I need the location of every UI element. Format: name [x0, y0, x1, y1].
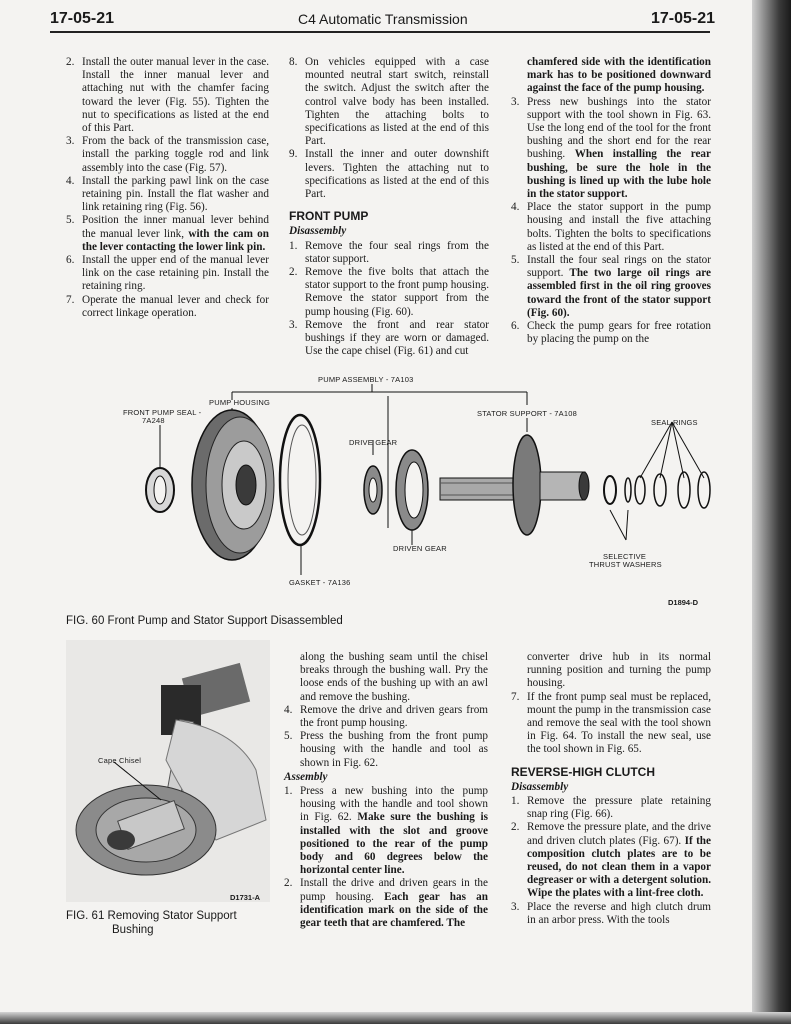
fig60-code: D1894-D — [668, 598, 699, 607]
label-pump-housing: PUMP HOUSING — [209, 398, 271, 407]
step-item: 5. Press the bushing from the front pump housing with the handle and tool as shown in Fig. 62. — [284, 730, 488, 769]
bottom-edge-shadow — [0, 1012, 791, 1024]
step-item: 3. From the back of the transmission case, install the parking toggle rod and link assembly into the case (Fig. 57). — [66, 135, 269, 174]
section-heading-front-pump: FRONT PUMP — [289, 209, 369, 224]
label-front-pump-seal: FRONT PUMP SEAL - — [123, 408, 202, 417]
bold-note: chamfered side with the identification mark has to be positioned downward against the face of the pump housing. — [527, 56, 711, 95]
label-drive-gear: DRIVE GEAR — [349, 438, 398, 447]
header-rule — [50, 31, 710, 33]
label-cape-chisel: Cape Chisel — [98, 756, 142, 765]
step-item: 2. Remove the pressure plate, and the drive and driven clutch plates (Fig. 67). If the composition clutch plates are to be reused, do not clean them in a vapor degreaser or with a detergent solution. Wipe the plates with a lint-free cloth. — [511, 821, 711, 900]
column-2-bottom — [284, 651, 488, 930]
fig61-photo — [66, 640, 270, 902]
fig60-caption: FIG. 60 Front Pump and Stator Support Disassembled — [66, 615, 343, 627]
subsection-heading-assembly: Assembly — [284, 770, 328, 783]
step-item: 4. Remove the drive and driven gears from the front pump housing. — [284, 703, 488, 730]
step-item: 2. Install the drive and driven gears in the pump housing. Each gear has an identification mark on the side of the gear teeth that are chamfered. The — [284, 877, 488, 930]
step-item: 1. Press a new bushing into the pump housing with the handle and tool shown in Fig. 62. Make sure the bushing is installed with the slot and groove positioned to the rear of the pump body and 60 degrees below the horizontal center line. — [284, 785, 488, 877]
step-item: 6. Install the upper end of the manual lever link on the case retaining pin. Install the retaining ring. — [66, 254, 269, 293]
column-3-bottom — [511, 651, 711, 927]
label-selective: SELECTIVE — [603, 552, 647, 561]
continued-text: converter drive hub in its normal running position and turning the pump housing. — [527, 651, 711, 690]
subsection-heading: Disassembly — [289, 225, 347, 238]
step-item: 4. Place the stator support in the pump housing and install the five attaching bolts. Tighten the bolts to specifications as listed at the end of this Part. — [511, 201, 711, 253]
step-item: 3. Remove the front and rear stator bushings if they are worn or damaged. Use the cape chisel (Fig. 61) and cut — [289, 318, 489, 358]
label-front-pump-seal-code: 7A248 — [142, 416, 165, 425]
fig61-caption-line2: Bushing — [112, 924, 154, 936]
label-seal-rings: SEAL RINGS — [651, 418, 698, 427]
column-2-top — [289, 56, 489, 358]
step-item: 4. Install the parking pawl link on the case retaining pin. Install the flat washer and link retaining ring (Fig. 56). — [66, 174, 269, 214]
fig61-caption-line1: FIG. 61 Removing Stator Support — [66, 910, 237, 922]
step-item: 7. Operate the manual lever and check for correct linkage operation. — [66, 293, 269, 319]
page-number-left: 17-05-21 — [50, 10, 115, 27]
step-item: 5. Position the inner manual lever behind the manual lever link, with the cam on the lever contacting the lower link pin. — [66, 214, 269, 253]
section-heading-reverse-high-clutch: REVERSE-HIGH CLUTCH — [511, 764, 656, 779]
label-gasket: GASKET - 7A136 — [289, 578, 351, 587]
fig60-exploded-diagram — [0, 360, 752, 620]
step-item: 3. Place the reverse and high clutch drum in an arbor press. With the tools — [511, 900, 711, 926]
step-item: 1. Remove the pressure plate retaining snap ring (Fig. 66). — [511, 795, 711, 821]
subsection-heading: Disassembly — [511, 780, 569, 793]
step-item: 9. Install the inner and outer downshift levers. Tighten the attaching nut to specifications as listed at the end of this Part. — [289, 148, 489, 201]
step-item: 2. Install the outer manual lever in the case. Install the inner manual lever and attaching nut with the chamfer facing toward the lever (Fig. 55). Tighten the nut to specifications as listed at the end of this Part. — [66, 56, 269, 135]
step-item: 7. If the front pump seal must be replaced, mount the pump in the transmission case and remove the seal with the tool shown in Fig. 64. To install the new seal, use the tool shown in Fig. 65. — [511, 690, 711, 756]
label-driven-gear: DRIVEN GEAR — [393, 544, 447, 553]
label-thrust-washers: THRUST WASHERS — [589, 560, 662, 569]
binding-edge-shadow — [752, 0, 791, 1024]
step-item: 3. Press new bushings into the stator support with the tool shown in Fig. 63. Use the long end of the tool for the front bushing and the short end for the rear bushing. When installing the rear bushing, be sure the hole in the bushing is lined up with the lube hole in the stator support. — [511, 95, 711, 201]
step-item: 8. On vehicles equipped with a case mounted neutral start switch, reinstall the switch. Adjust the switch after the control valve body has been installed. Tighten the attaching bolts to specifications as listed at the end of this Part. — [289, 56, 489, 148]
running-title: C4 Automatic Transmission — [298, 11, 468, 27]
fig61-code: D1731-A — [230, 893, 261, 902]
step-item: 5. Install the four seal rings on the stator support. The two large oil rings are assembled first in the oil ring grooves toward the front of the stator support (Fig. 60). — [511, 254, 711, 319]
page-number-right: 17-05-21 — [651, 10, 716, 27]
continued-text: along the bushing seam until the chisel breaks through the bushing wall. Pry the loose ends of the bushing up with an awl and remove the bushing. — [300, 651, 488, 703]
column-1-top — [66, 56, 269, 320]
column-3-top — [511, 56, 711, 346]
step-item: 6. Check the pump gears for free rotation by placing the pump on the — [511, 320, 711, 346]
step-item: 1. Remove the four seal rings from the stator support. — [289, 239, 489, 265]
label-stator-support: STATOR SUPPORT - 7A108 — [477, 409, 577, 418]
step-item: 2. Remove the five bolts that attach the stator support to the front pump housing. Remove the stator support from the pump housing (Fig. 60). — [289, 266, 489, 318]
label-pump-assembly: PUMP ASSEMBLY - 7A103 — [318, 375, 414, 384]
